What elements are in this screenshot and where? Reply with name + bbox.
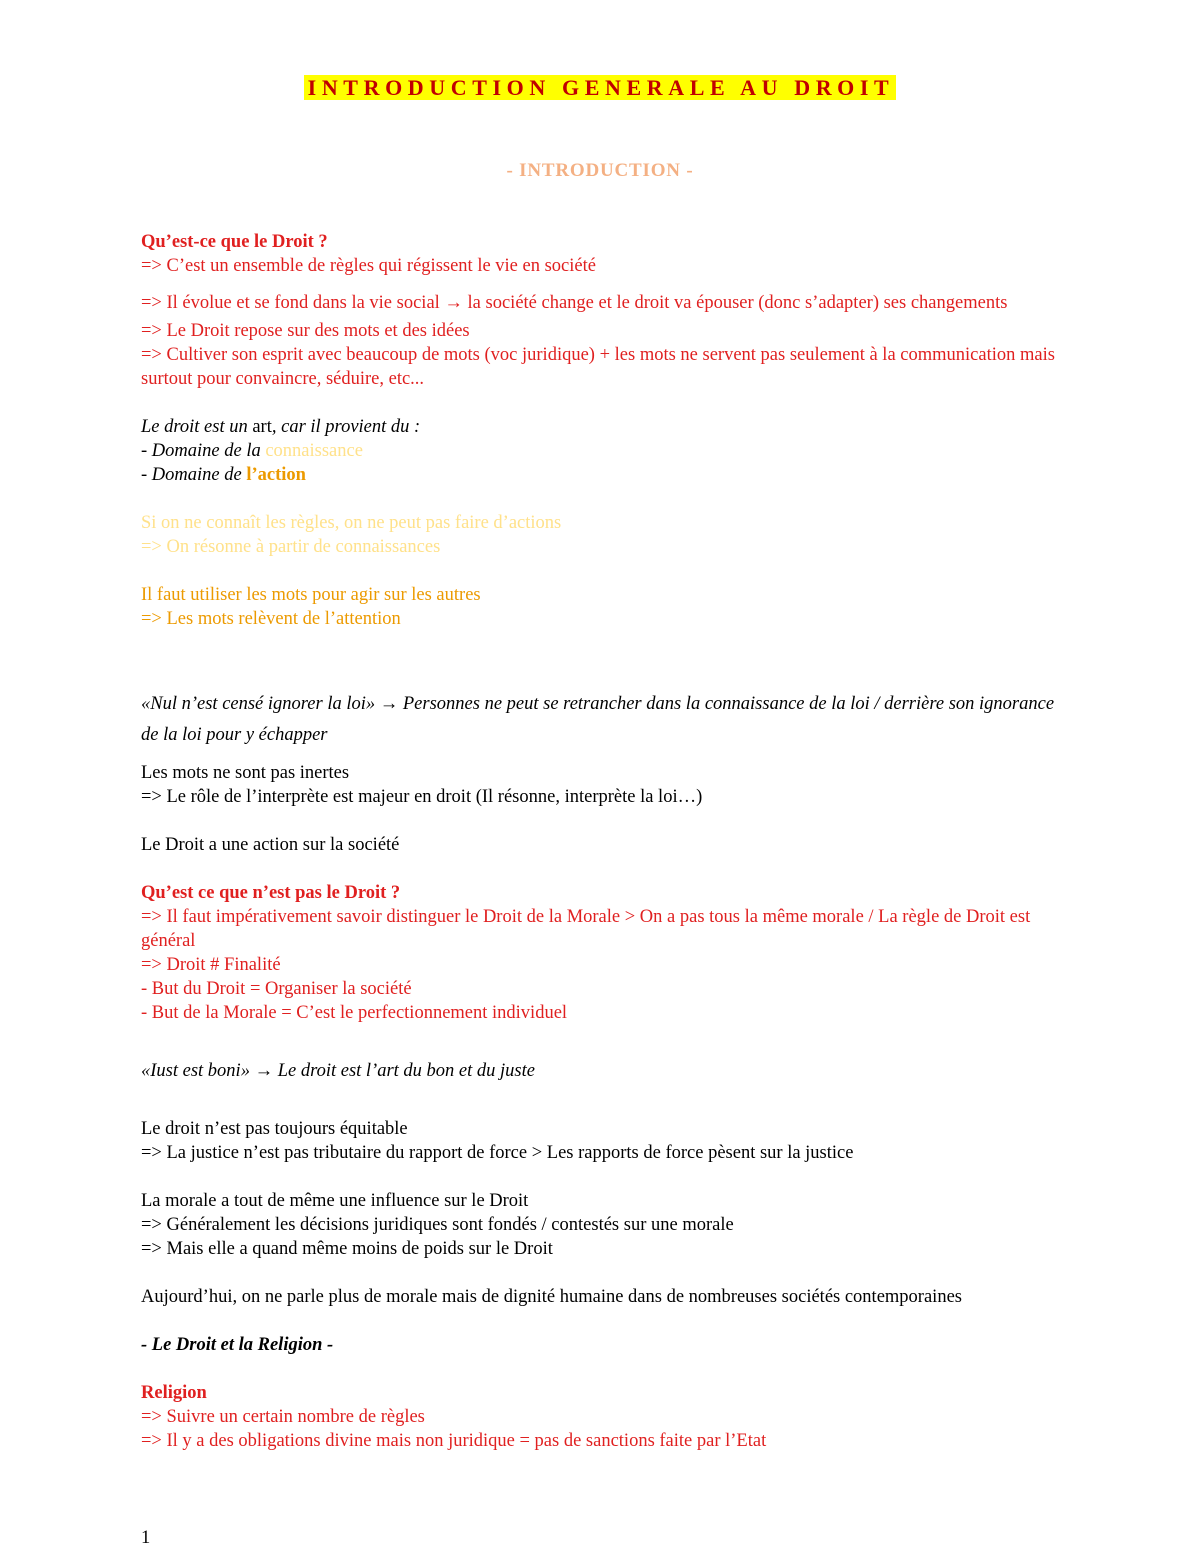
s3-line-1: Si on ne connaît les règles, on ne peut pas faire d’actions (141, 513, 562, 533)
s6-line-1: Les mots ne sont pas inertes (141, 763, 350, 783)
s10-line-1: Le droit n’est pas toujours équitable (141, 1119, 408, 1139)
s2-d1-word: connaissance (265, 441, 363, 461)
heading-religion: Religion (141, 1383, 207, 1403)
page-number: 1 (141, 1528, 151, 1548)
s11-line-3: => Mais elle a quand même moins de poids sur le Droit (141, 1239, 553, 1259)
s14-line-1: => Suivre un certain nombre de règles (141, 1407, 425, 1427)
s1-line-3: => Le Droit repose sur des mots et des idées (141, 321, 470, 341)
s8-line-1: => Il faut impérativement savoir distinguer le Droit de la Morale > On a pas tous la même morale / La règle de Droit est général (141, 907, 1031, 951)
s5-quote: «Nul n’est censé ignorer la loi» → Personnes ne peut se retrancher dans la connaissance de la loi / derrière son ignorance de la loi pour y échapper (141, 694, 1055, 745)
s8-line-3: - But du Droit = Organiser la société (141, 979, 412, 999)
s7-line-1: Le Droit a une action sur la société (141, 835, 400, 855)
s2-intro-b: art (252, 417, 272, 437)
s4-line-1: Il faut utiliser les mots pour agir sur les autres (141, 585, 481, 605)
s1-line-4: => Cultiver son esprit avec beaucoup de mots (voc juridique) + les mots ne servent pas seulement à la communication mais surtout pour convaincre, séduire, etc... (141, 345, 1055, 389)
document-title: INTRODUCTION GENERALE AU DROIT (304, 75, 897, 100)
s9-quote: «Iust est boni» → Le droit est l’art du bon et du juste (141, 1061, 535, 1081)
s2-intro-c: , car il provient du : (271, 417, 421, 437)
s3-line-2: => On résonne à partir de connaissances (141, 537, 441, 557)
s1-line-1: => C’est un ensemble de règles qui régissent le vie en société (141, 256, 596, 276)
s11-line-2: => Généralement les décisions juridiques sont fondés / contestés sur une morale (141, 1215, 734, 1235)
heading-what-is-not-law: Qu’est ce que n’est pas le Droit ? (141, 883, 401, 903)
document-body (141, 230, 1071, 1453)
s2-d1-prefix: - Domaine de la (141, 441, 266, 461)
s2-d2-word: l’action (246, 465, 306, 485)
heading-law-and-religion: - Le Droit et la Religion - (141, 1335, 334, 1355)
heading-what-is-law: Qu’est-ce que le Droit ? (141, 232, 328, 252)
s2-domain-2 (141, 463, 1071, 487)
s6-line-2: => Le rôle de l’interprète est majeur en droit (Il résonne, interprète la loi…) (141, 787, 703, 807)
s2-intro (141, 415, 1071, 439)
s2-intro-a: Le droit est un (141, 417, 253, 437)
s2-domain-1 (141, 439, 1071, 463)
s14-line-2: => Il y a des obligations divine mais non juridique = pas de sanctions faite par l’Etat (141, 1431, 767, 1451)
section-subtitle: - INTRODUCTION - (506, 160, 694, 181)
s4-line-2: => Les mots relèvent de l’attention (141, 609, 401, 629)
s8-line-2: => Droit # Finalité (141, 955, 281, 975)
s11-line-1: La morale a tout de même une influence sur le Droit (141, 1191, 529, 1211)
s8-line-4: - But de la Morale = C’est le perfectionnement individuel (141, 1003, 568, 1023)
title-container (0, 74, 1200, 102)
s10-line-2: => La justice n’est pas tributaire du rapport de force > Les rapports de force pèsent sur la justice (141, 1143, 854, 1163)
s2-d2-prefix: - Domaine de (141, 465, 247, 485)
s1-line-2: => Il évolue et se fond dans la vie social → la société change et le droit va épouser (donc s’adapter) ses changements (141, 293, 1008, 313)
s12-line-1: Aujourd’hui, on ne parle plus de morale mais de dignité humaine dans de nombreuses sociétés contemporaines (141, 1287, 962, 1307)
